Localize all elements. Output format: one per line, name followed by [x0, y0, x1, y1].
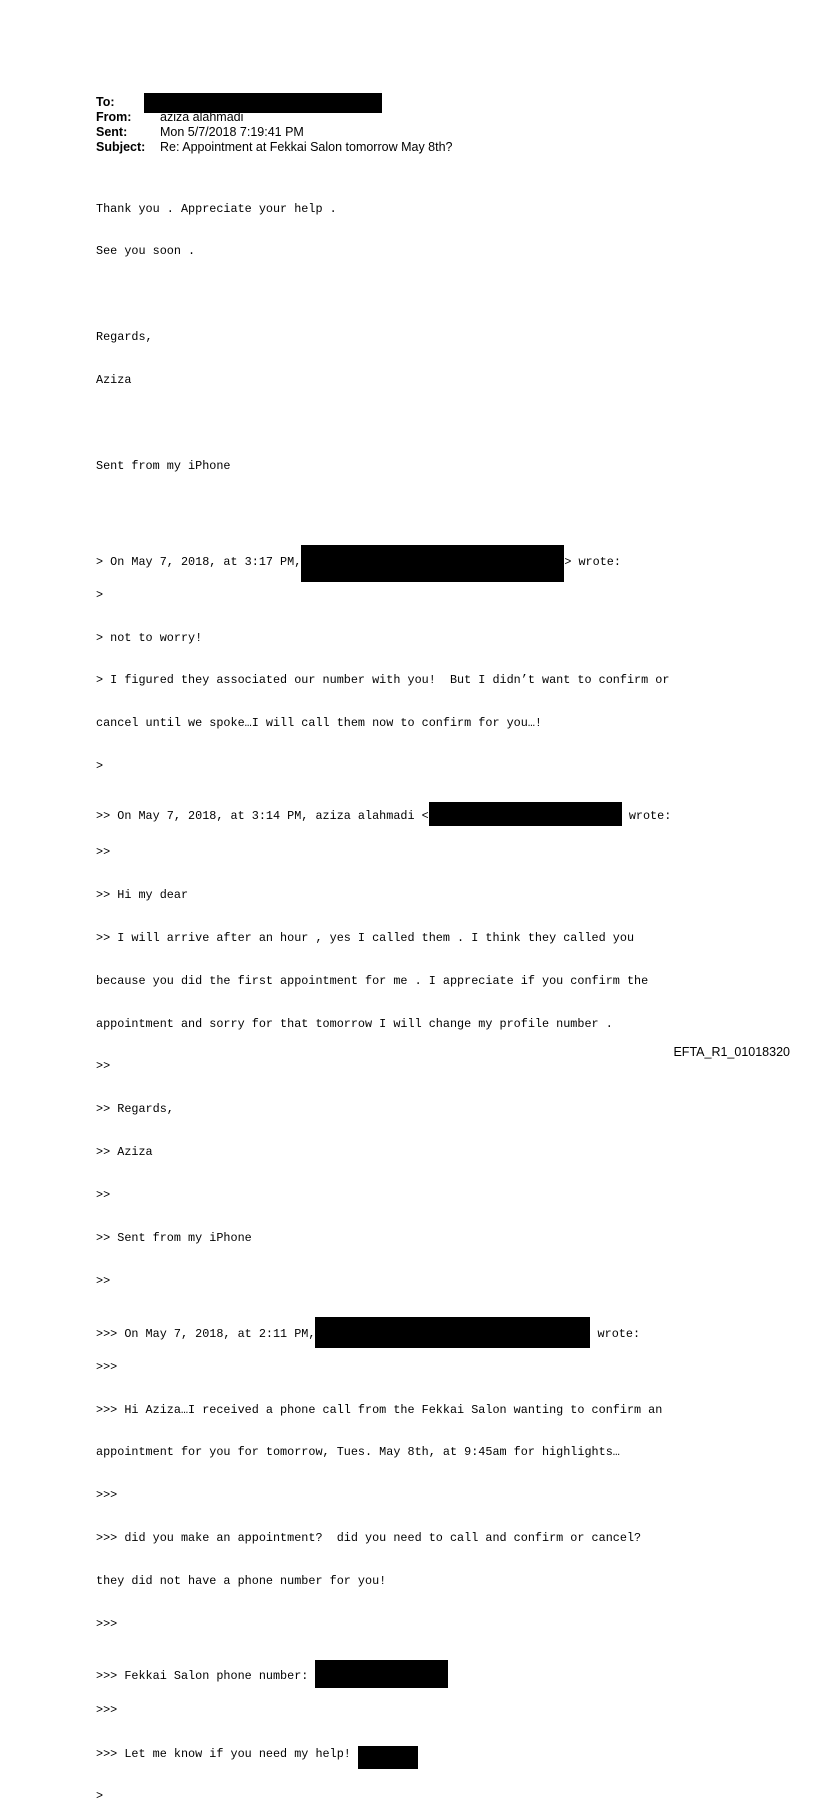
body-line: >> Sent from my iPhone — [96, 1230, 252, 1245]
quote-header-wrote: wrote: — [590, 1326, 641, 1341]
body-line: appointment for you for tomorrow, Tues. May 8th, at 9:45am for highlights… — [96, 1445, 620, 1460]
body-line: >>> did you make an appointment? did you need to call and confirm or cancel? — [96, 1531, 642, 1546]
body-line: >>> — [96, 1616, 118, 1631]
body-line: See you soon . — [96, 244, 196, 259]
quote-header-wrote: > wrote: — [564, 554, 621, 569]
body-line: > I figured they associated our number with you! But I didn’t want to confirm or — [96, 673, 670, 688]
quote-header-wrote: wrote: — [621, 809, 672, 824]
body-line: >>> — [96, 1488, 118, 1503]
redacted-sender-1 — [301, 545, 564, 582]
document-id: EFTA_R1_01018320 — [673, 1045, 790, 1059]
redacted-sender-2 — [315, 1317, 590, 1348]
body-line: >> I will arrive after an hour , yes I called them . I think they called you — [96, 930, 635, 945]
body-line: Aziza — [96, 373, 132, 388]
body-line: >> — [96, 1188, 111, 1203]
body-line: >>> — [96, 1359, 118, 1374]
redacted-signature — [358, 1746, 418, 1769]
phone-line — [96, 1660, 671, 1683]
body-line: because you did the first appointment for me . I appreciate if you confirm the — [96, 973, 649, 988]
redacted-phone-number — [315, 1660, 448, 1688]
body-line: appointment and sorry for that tomorrow I will change my profile number . — [96, 1016, 613, 1031]
body-line: >>> Hi Aziza…I received a phone call from the Fekkai Salon wanting to confirm an — [96, 1402, 663, 1417]
body-line: they did not have a phone number for you! — [96, 1574, 387, 1589]
quote-header-line — [96, 545, 671, 569]
body-line: >> Hi my dear — [96, 887, 189, 902]
body-line: Thank you . Appreciate your help . — [96, 201, 337, 216]
sent-label: Sent: — [96, 125, 128, 139]
body-line: > not to worry! — [96, 630, 203, 645]
help-text: >>> Let me know if you need my help! — [96, 1746, 358, 1761]
from-label: From: — [96, 110, 132, 124]
subject-label: Subject: — [96, 140, 146, 154]
body-line: >> — [96, 1059, 111, 1074]
quote-header-line — [96, 1317, 671, 1341]
body-line: > — [96, 1788, 104, 1803]
body-line: cancel until we spoke…I will call them now to confirm for you…! — [96, 716, 542, 731]
body-line: >> Regards, — [96, 1102, 174, 1117]
subject-value: Re: Appointment at Fekkai Salon tomorrow May 8th? — [160, 140, 453, 154]
email-body — [96, 173, 671, 1817]
phone-label: >>> Fekkai Salon phone number: — [96, 1668, 316, 1683]
body-line — [96, 416, 671, 430]
to-label: To: — [96, 95, 115, 109]
quote-header-text: > On May 7, 2018, at 3:17 PM, — [96, 554, 302, 569]
help-line — [96, 1746, 671, 1760]
body-line: >> — [96, 844, 111, 859]
body-line — [96, 502, 671, 516]
sent-value: Mon 5/7/2018 7:19:41 PM — [160, 125, 304, 139]
body-line: Regards, — [96, 330, 153, 345]
body-line: Sent from my iPhone — [96, 458, 231, 473]
body-line: >> Aziza — [96, 1145, 153, 1160]
from-value: aziza alahmadi — [160, 110, 244, 124]
quote-header-text: >>> On May 7, 2018, at 2:11 PM, — [96, 1326, 316, 1341]
body-line: > — [96, 587, 104, 602]
redacted-email-1 — [429, 802, 622, 826]
body-line: >>> — [96, 1702, 118, 1717]
quote-header-text: >> On May 7, 2018, at 3:14 PM, aziza alahmadi < — [96, 809, 429, 824]
body-line: >> — [96, 1273, 111, 1288]
quote-header-line — [96, 802, 672, 824]
body-line: > — [96, 759, 104, 774]
body-line — [96, 287, 671, 301]
